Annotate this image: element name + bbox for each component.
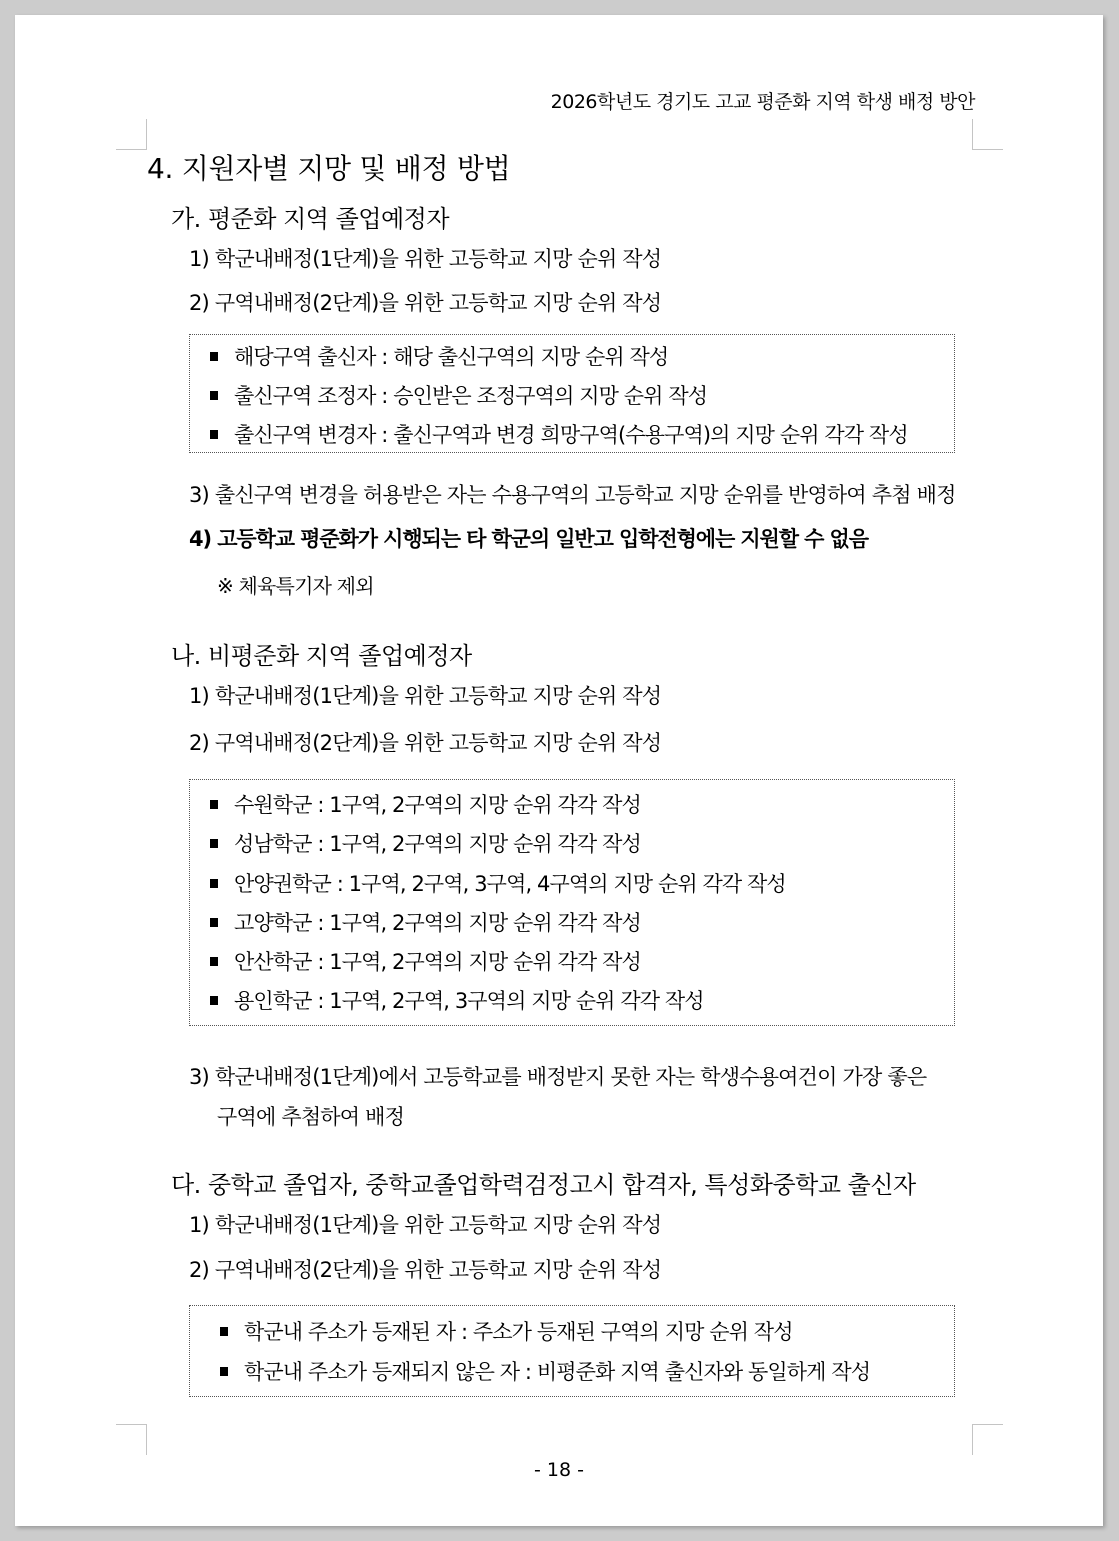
box-row: 안양권학군 : 1구역, 2구역, 3구역, 4구역의 지망 순위 각각 작성: [210, 868, 786, 898]
note: ※ 체육특기자 제외: [217, 574, 374, 598]
box-row: 학군내 주소가 등재된 자 : 주소가 등재된 구역의 지망 순위 작성: [220, 1316, 793, 1346]
list-item-continuation: 구역에 추첨하여 배정: [217, 1105, 405, 1129]
crop-mark-top-left: [116, 119, 147, 150]
square-bullet-icon: [210, 839, 218, 848]
box-row: 학군내 주소가 등재되지 않은 자 : 비평준화 지역 출신자와 동일하게 작성: [220, 1356, 870, 1386]
list-item: 1) 학군내배정(1단계)을 위한 고등학교 지망 순위 작성: [189, 1213, 662, 1237]
square-bullet-icon: [210, 430, 218, 439]
list-item-emphasis: 4) 고등학교 평준화가 시행되는 타 학군의 일반고 입학전형에는 지원할 수 없음: [189, 527, 868, 551]
list-item: 2) 구역내배정(2단계)을 위한 고등학교 지망 순위 작성: [189, 1258, 662, 1282]
square-bullet-icon: [210, 800, 218, 809]
square-bullet-icon: [210, 391, 218, 400]
subsection-title-ga: 가. 평준화 지역 졸업예정자: [171, 205, 450, 233]
square-bullet-icon: [210, 879, 218, 888]
box-row: 용인학군 : 1구역, 2구역, 3구역의 지망 순위 각각 작성: [210, 985, 704, 1015]
box-row: 성남학군 : 1구역, 2구역의 지망 순위 각각 작성: [210, 828, 641, 858]
list-item: 3) 학군내배정(1단계)에서 고등학교를 배정받지 못한 자는 학생수용여건이 가장 좋은: [189, 1065, 927, 1089]
crop-mark-bottom-right: [972, 1424, 1003, 1455]
document-page: [15, 15, 1103, 1526]
page-number: - 18 -: [534, 1459, 584, 1481]
subsection-title-na: 나. 비평준화 지역 졸업예정자: [171, 642, 472, 670]
box-row: 출신구역 변경자 : 출신구역과 변경 희망구역(수용구역)의 지망 순위 각각 작성: [210, 419, 908, 449]
box-row: 안산학군 : 1구역, 2구역의 지망 순위 각각 작성: [210, 946, 641, 976]
box-row: 해당구역 출신자 : 해당 출신구역의 지망 순위 작성: [210, 341, 668, 371]
list-item: 3) 출신구역 변경을 허용받은 자는 수용구역의 고등학교 지망 순위를 반영하여 추첨 배정: [189, 483, 956, 507]
square-bullet-icon: [210, 996, 218, 1005]
crop-mark-bottom-left: [116, 1424, 147, 1455]
list-item: 1) 학군내배정(1단계)을 위한 고등학교 지망 순위 작성: [189, 684, 662, 708]
square-bullet-icon: [210, 918, 218, 927]
info-box-da: [189, 1305, 955, 1397]
square-bullet-icon: [210, 352, 218, 361]
list-item: 2) 구역내배정(2단계)을 위한 고등학교 지망 순위 작성: [189, 291, 662, 315]
square-bullet-icon: [210, 957, 218, 966]
info-box-ga: [189, 334, 955, 453]
list-item: 2) 구역내배정(2단계)을 위한 고등학교 지망 순위 작성: [189, 731, 662, 755]
box-row: 출신구역 조정자 : 승인받은 조정구역의 지망 순위 작성: [210, 380, 707, 410]
subsection-title-da: 다. 중학교 졸업자, 중학교졸업학력검정고시 합격자, 특성화중학교 출신자: [171, 1171, 916, 1199]
crop-mark-top-right: [972, 119, 1003, 150]
section-title: 4. 지원자별 지망 및 배정 방법: [147, 152, 511, 185]
square-bullet-icon: [220, 1367, 228, 1376]
list-item: 1) 학군내배정(1단계)을 위한 고등학교 지망 순위 작성: [189, 247, 662, 271]
info-box-na: [189, 779, 955, 1026]
square-bullet-icon: [220, 1327, 228, 1336]
box-row: 고양학군 : 1구역, 2구역의 지망 순위 각각 작성: [210, 907, 641, 937]
page-header: 2026학년도 경기도 고교 평준화 지역 학생 배정 방안: [550, 91, 975, 113]
box-row: 수원학군 : 1구역, 2구역의 지망 순위 각각 작성: [210, 789, 641, 819]
